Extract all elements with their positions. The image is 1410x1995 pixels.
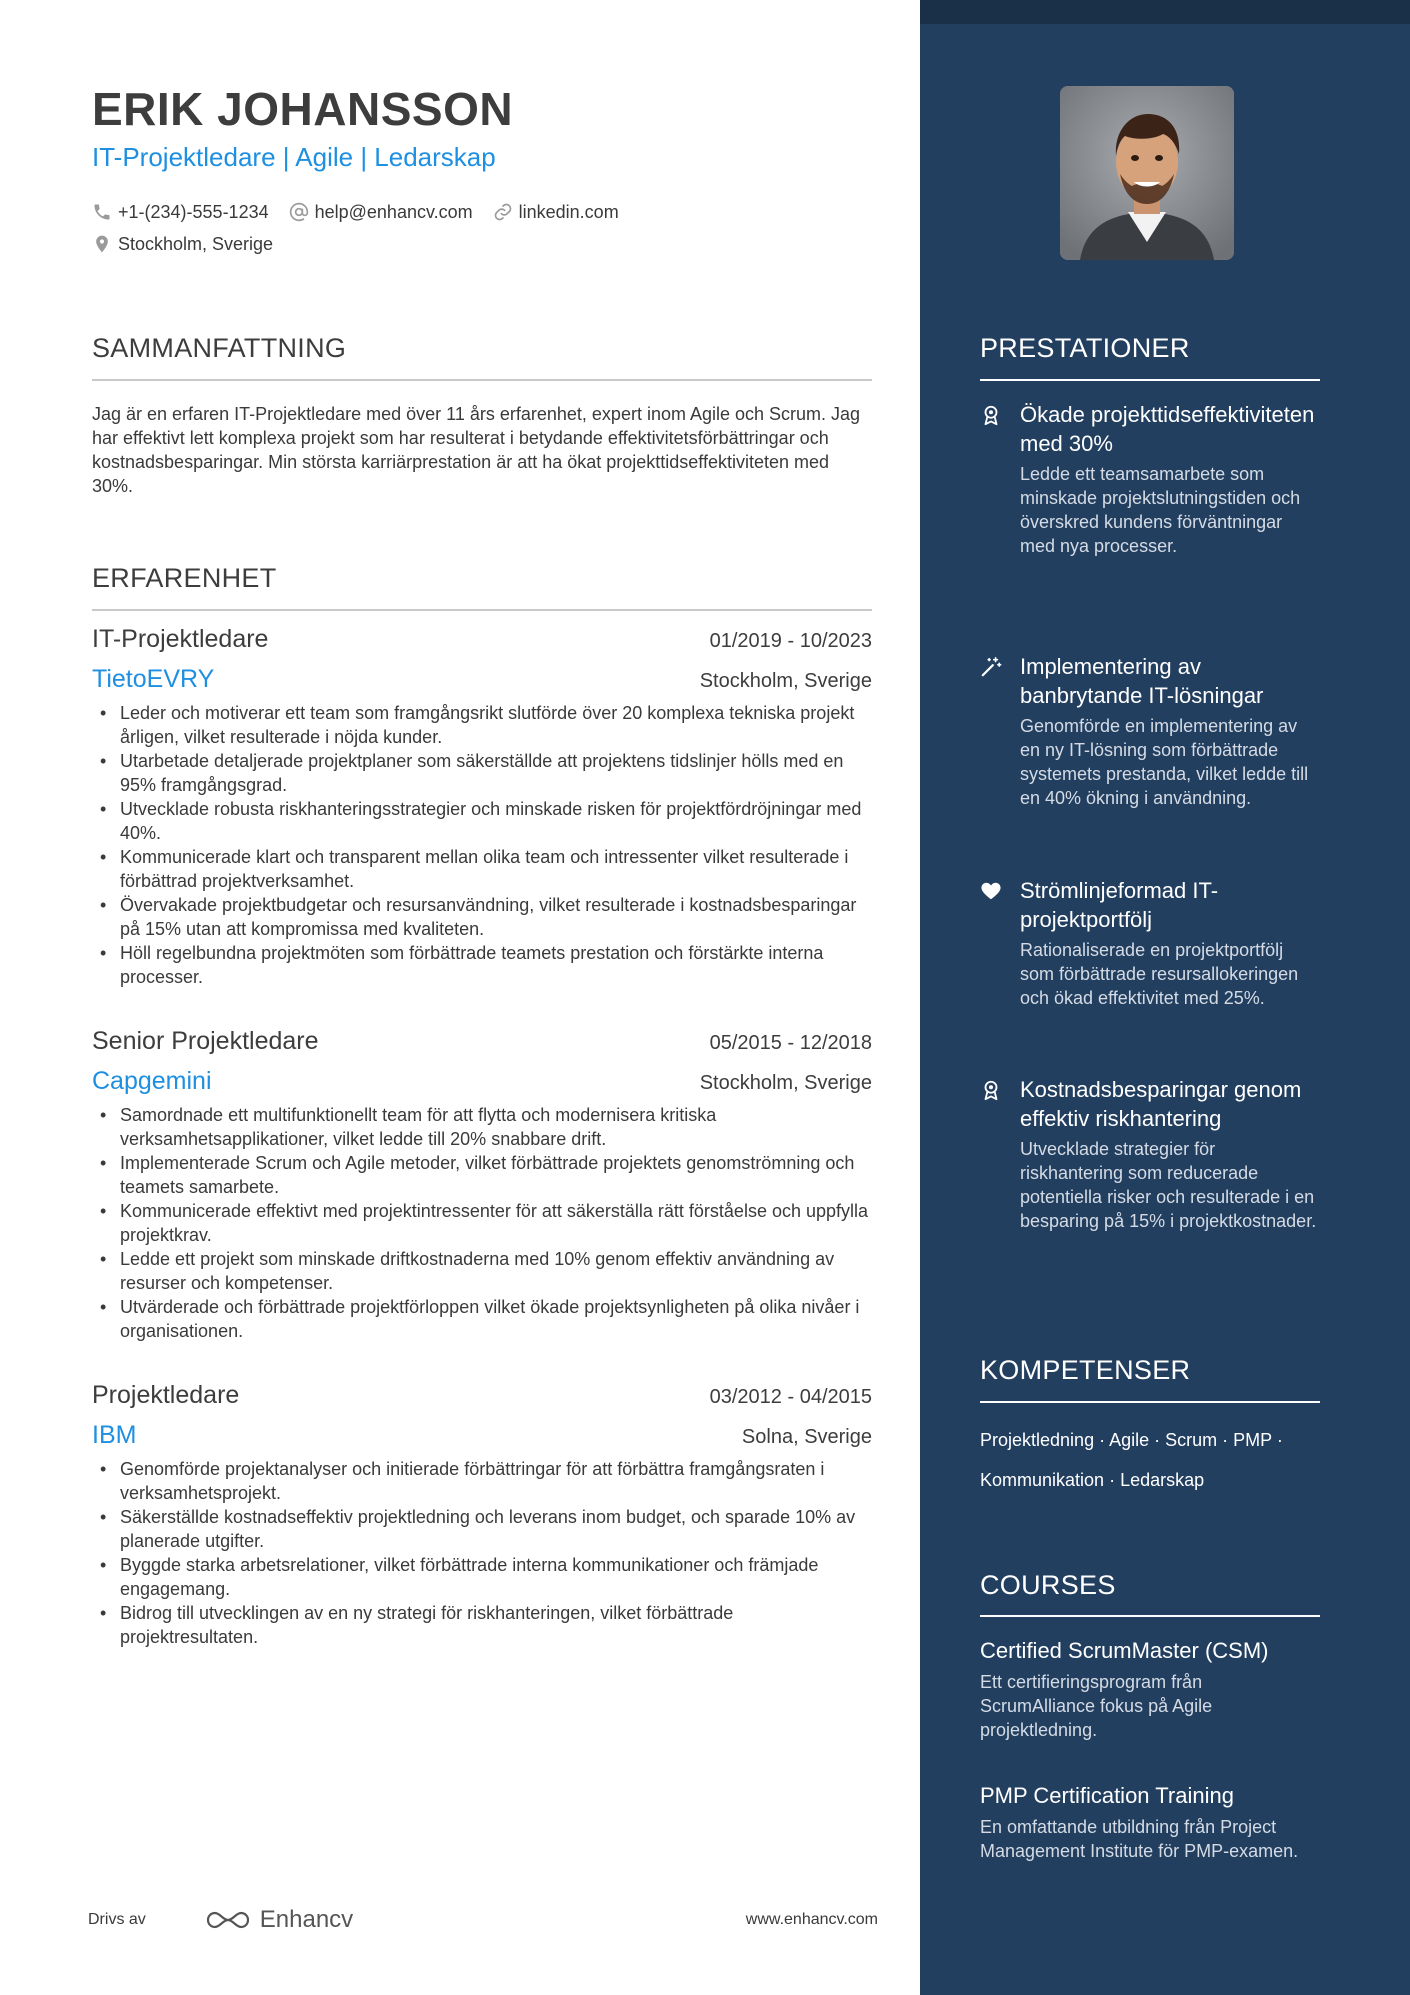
- achievement-description: Genomförde en implementering av en ny IT-lösning som förbättrade systemets prestanda, vilket ledde till en 40% ökning i användning.: [1020, 716, 1309, 808]
- skills-divider: [980, 1401, 1320, 1403]
- job-entry: [92, 625, 872, 989]
- job-company: TietoEVRY: [92, 665, 215, 693]
- job-location: Stockholm, Sverige: [699, 1072, 872, 1094]
- website-link[interactable]: www.enhancv.com: [745, 1911, 878, 1928]
- job-bullet: • Säkerställde kostnadseffektiv projektledning och leverans inom budget, och sparade 10% av planerade utgifter.: [92, 1505, 872, 1553]
- achievement-title: Kostnadsbesparingar genom effektiv riskhantering: [1020, 1077, 1302, 1131]
- sidebar-top-bar: [920, 0, 1410, 24]
- candidate-name: ERIK JOHANSSON: [92, 83, 514, 135]
- course-description: Ett certifieringsprogram från ScrumAlliance fokus på Agile projektledning.: [980, 1672, 1213, 1740]
- job-company: IBM: [92, 1421, 137, 1449]
- link-icon: [493, 202, 513, 222]
- email-text: help@enhancv.com: [314, 201, 473, 222]
- course-item: [980, 1636, 1320, 1742]
- job-bullet: • Implementerade Scrum och Agile metoder, vilket förbättrade projektets genomströmning och teamets samarbete.: [92, 1151, 872, 1199]
- job-bullet: • Genomförde projektanalyser och initierade förbättringar för att förbättra framgångsraten i verksamhetsprojekt.: [92, 1457, 872, 1505]
- achievements-heading: PRESTATIONER: [980, 333, 1190, 363]
- contact-info: [92, 196, 892, 260]
- job-title: IT-Projektledare: [92, 625, 269, 653]
- skill-tag: PMP: [1233, 1430, 1272, 1450]
- course-title: PMP Certification Training: [980, 1783, 1234, 1808]
- job-title: Senior Projektledare: [92, 1027, 319, 1055]
- skills-list: Projektledning · Agile · Scrum · PMP · Kommunikation · Ledarskap: [980, 1430, 1283, 1490]
- summary-text: Jag är en erfaren IT-Projektledare med över 11 års erfarenhet, expert inom Agile och Scrum. Jag har effektivt lett komplexa projekt som har resulterat i betydande effektivitetsförbättringar och kostnadsbesparingar. Min största karriärprestation är att ha ökat projekttidseffektiviteten med 30%.: [92, 404, 861, 496]
- achievement-description: Utvecklade strategier för riskhantering som reducerade potentiella risker och resulterade i en besparing på 15% i projektkostnader.: [1020, 1139, 1317, 1231]
- course-title: Certified ScrumMaster (CSM): [980, 1638, 1269, 1663]
- heart-icon: [980, 880, 1002, 902]
- profile-photo: [1060, 86, 1234, 260]
- skill-tag: Scrum: [1165, 1430, 1218, 1450]
- enhancv-logo-icon: [204, 1908, 252, 1932]
- course-description: En omfattande utbildning från Project Management Institute för PMP-examen.: [980, 1817, 1299, 1861]
- contact-email[interactable]: [289, 202, 473, 223]
- job-location: Solna, Sverige: [741, 1426, 872, 1448]
- job-company: Capgemini: [92, 1067, 212, 1095]
- enhancv-logo[interactable]: [204, 1906, 353, 1934]
- powered-by-label: Drivs av: [88, 1911, 146, 1928]
- job-bullet: • Samordnade ett multifunktionellt team för att flytta och modernisera kritiska verksamhetsapplikationer, vilket ledde till 20% snabbare drift.: [92, 1103, 872, 1151]
- phone-text: +1-(234)-555-1234: [118, 201, 269, 222]
- magic-wand-icon: [980, 656, 1002, 678]
- experience-heading: ERFARENHET: [92, 563, 277, 593]
- summary-divider: [92, 379, 872, 381]
- achievement-description: Ledde ett teamsamarbete som minskade projektslutningstiden och överskred kundens förväntningar med nya processer.: [1020, 464, 1301, 556]
- at-sign-icon: [289, 202, 309, 222]
- job-bullet: • Utvärderade och förbättrade projektförloppen vilket ökade projektsynligheten på olika nivåer i organisationen.: [92, 1295, 872, 1343]
- achievement-title: Strömlinjeformad IT-projektportfölj: [1020, 878, 1219, 932]
- job-bullet: • Övervakade projektbudgetar och resursanvändning, vilket resulterade i kostnadsbesparingar på 15% utan att kompromissa med kvaliteten.: [92, 893, 872, 941]
- achievement-item: [980, 876, 1320, 1010]
- job-bullets: [92, 1457, 872, 1649]
- job-entry: [92, 1381, 872, 1649]
- location-pin-icon: [92, 234, 112, 254]
- phone-icon: [92, 202, 112, 222]
- achievement-item: [980, 400, 1320, 558]
- course-item: [980, 1781, 1320, 1863]
- skill-tag: Agile: [1109, 1430, 1150, 1450]
- courses-divider: [980, 1615, 1320, 1617]
- job-bullet: • Byggde starka arbetsrelationer, vilket förbättrade interna kommunikationer och främjade engagemang.: [92, 1553, 872, 1601]
- achievement-item: [980, 652, 1320, 810]
- linkedin-text: linkedin.com: [518, 201, 619, 222]
- job-bullet: • Kommunicerade klart och transparent mellan olika team och intressenter vilket resulterade i förbättrad projektverksamhet.: [92, 845, 872, 893]
- location-text: Stockholm, Sverige: [118, 233, 274, 254]
- brand-name: Enhancv: [259, 1906, 354, 1933]
- job-bullet: • Ledde ett projekt som minskade driftkostnaderna med 10% genom effektiv användning av resurser och kompetenser.: [92, 1247, 872, 1295]
- job-dates: 03/2012 - 04/2015: [709, 1386, 872, 1408]
- job-location: Stockholm, Sverige: [699, 670, 872, 692]
- skill-tag: Kommunikation: [980, 1470, 1105, 1490]
- courses-heading: COURSES: [980, 1570, 1116, 1600]
- summary-heading: SAMMANFATTNING: [92, 333, 347, 363]
- sidebar: [920, 0, 1410, 1995]
- skill-tag: Ledarskap: [1120, 1470, 1205, 1490]
- achievements-divider: [980, 379, 1320, 381]
- job-bullet: • Utvecklade robusta riskhanteringsstrategier och minskade risken för projektfördröjningar med 40%.: [92, 797, 872, 845]
- achievement-item: [980, 1075, 1320, 1233]
- job-bullets: [92, 1103, 872, 1343]
- award-icon: [980, 1079, 1002, 1101]
- job-bullet: • Leder och motiverar ett team som framgångsrikt slutförde över 20 komplexa tekniska projekt årligen, vilket resulterade i nöjda kunder.: [92, 701, 872, 749]
- achievement-title: Ökade projekttidseffektiviteten med 30%: [1020, 402, 1315, 456]
- skills-heading: KOMPETENSER: [980, 1355, 1191, 1385]
- job-bullet: • Bidrog till utvecklingen av en ny strategi för riskhanteringen, vilket förbättrade projektresultaten.: [92, 1601, 872, 1649]
- skill-tag: Projektledning: [980, 1430, 1095, 1450]
- job-bullet: • Utarbetade detaljerade projektplaner som säkerställde att projektens tidslinjer hölls med en 95% framgångsgrad.: [92, 749, 872, 797]
- contact-linkedin[interactable]: [493, 202, 619, 223]
- experience-divider: [92, 609, 872, 611]
- job-dates: 01/2019 - 10/2023: [709, 630, 872, 652]
- job-bullets: [92, 701, 872, 989]
- job-dates: 05/2015 - 12/2018: [709, 1032, 872, 1054]
- job-bullet: • Kommunicerade effektivt med projektintressenter för att säkerställa rätt förståelse och uppfylla projektkrav.: [92, 1199, 872, 1247]
- achievement-title: Implementering av banbrytande IT-lösningar: [1020, 654, 1264, 708]
- contact-phone: [92, 202, 269, 223]
- footer: [88, 1900, 878, 1940]
- job-title: Projektledare: [92, 1381, 240, 1409]
- candidate-tagline: IT-Projektledare | Agile | Ledarskap: [92, 142, 496, 172]
- profile-photo-illustration: [1060, 86, 1234, 260]
- achievement-description: Rationaliserade en projektportfölj som förbättrade resursallokeringen och ökad effektivitet med 25%.: [1020, 940, 1299, 1008]
- job-entry: [92, 1027, 872, 1343]
- contact-location: [92, 234, 273, 255]
- award-icon: [980, 404, 1002, 426]
- job-bullet: • Höll regelbundna projektmöten som förbättrade teamets prestation och förstärkte interna processer.: [92, 941, 872, 989]
